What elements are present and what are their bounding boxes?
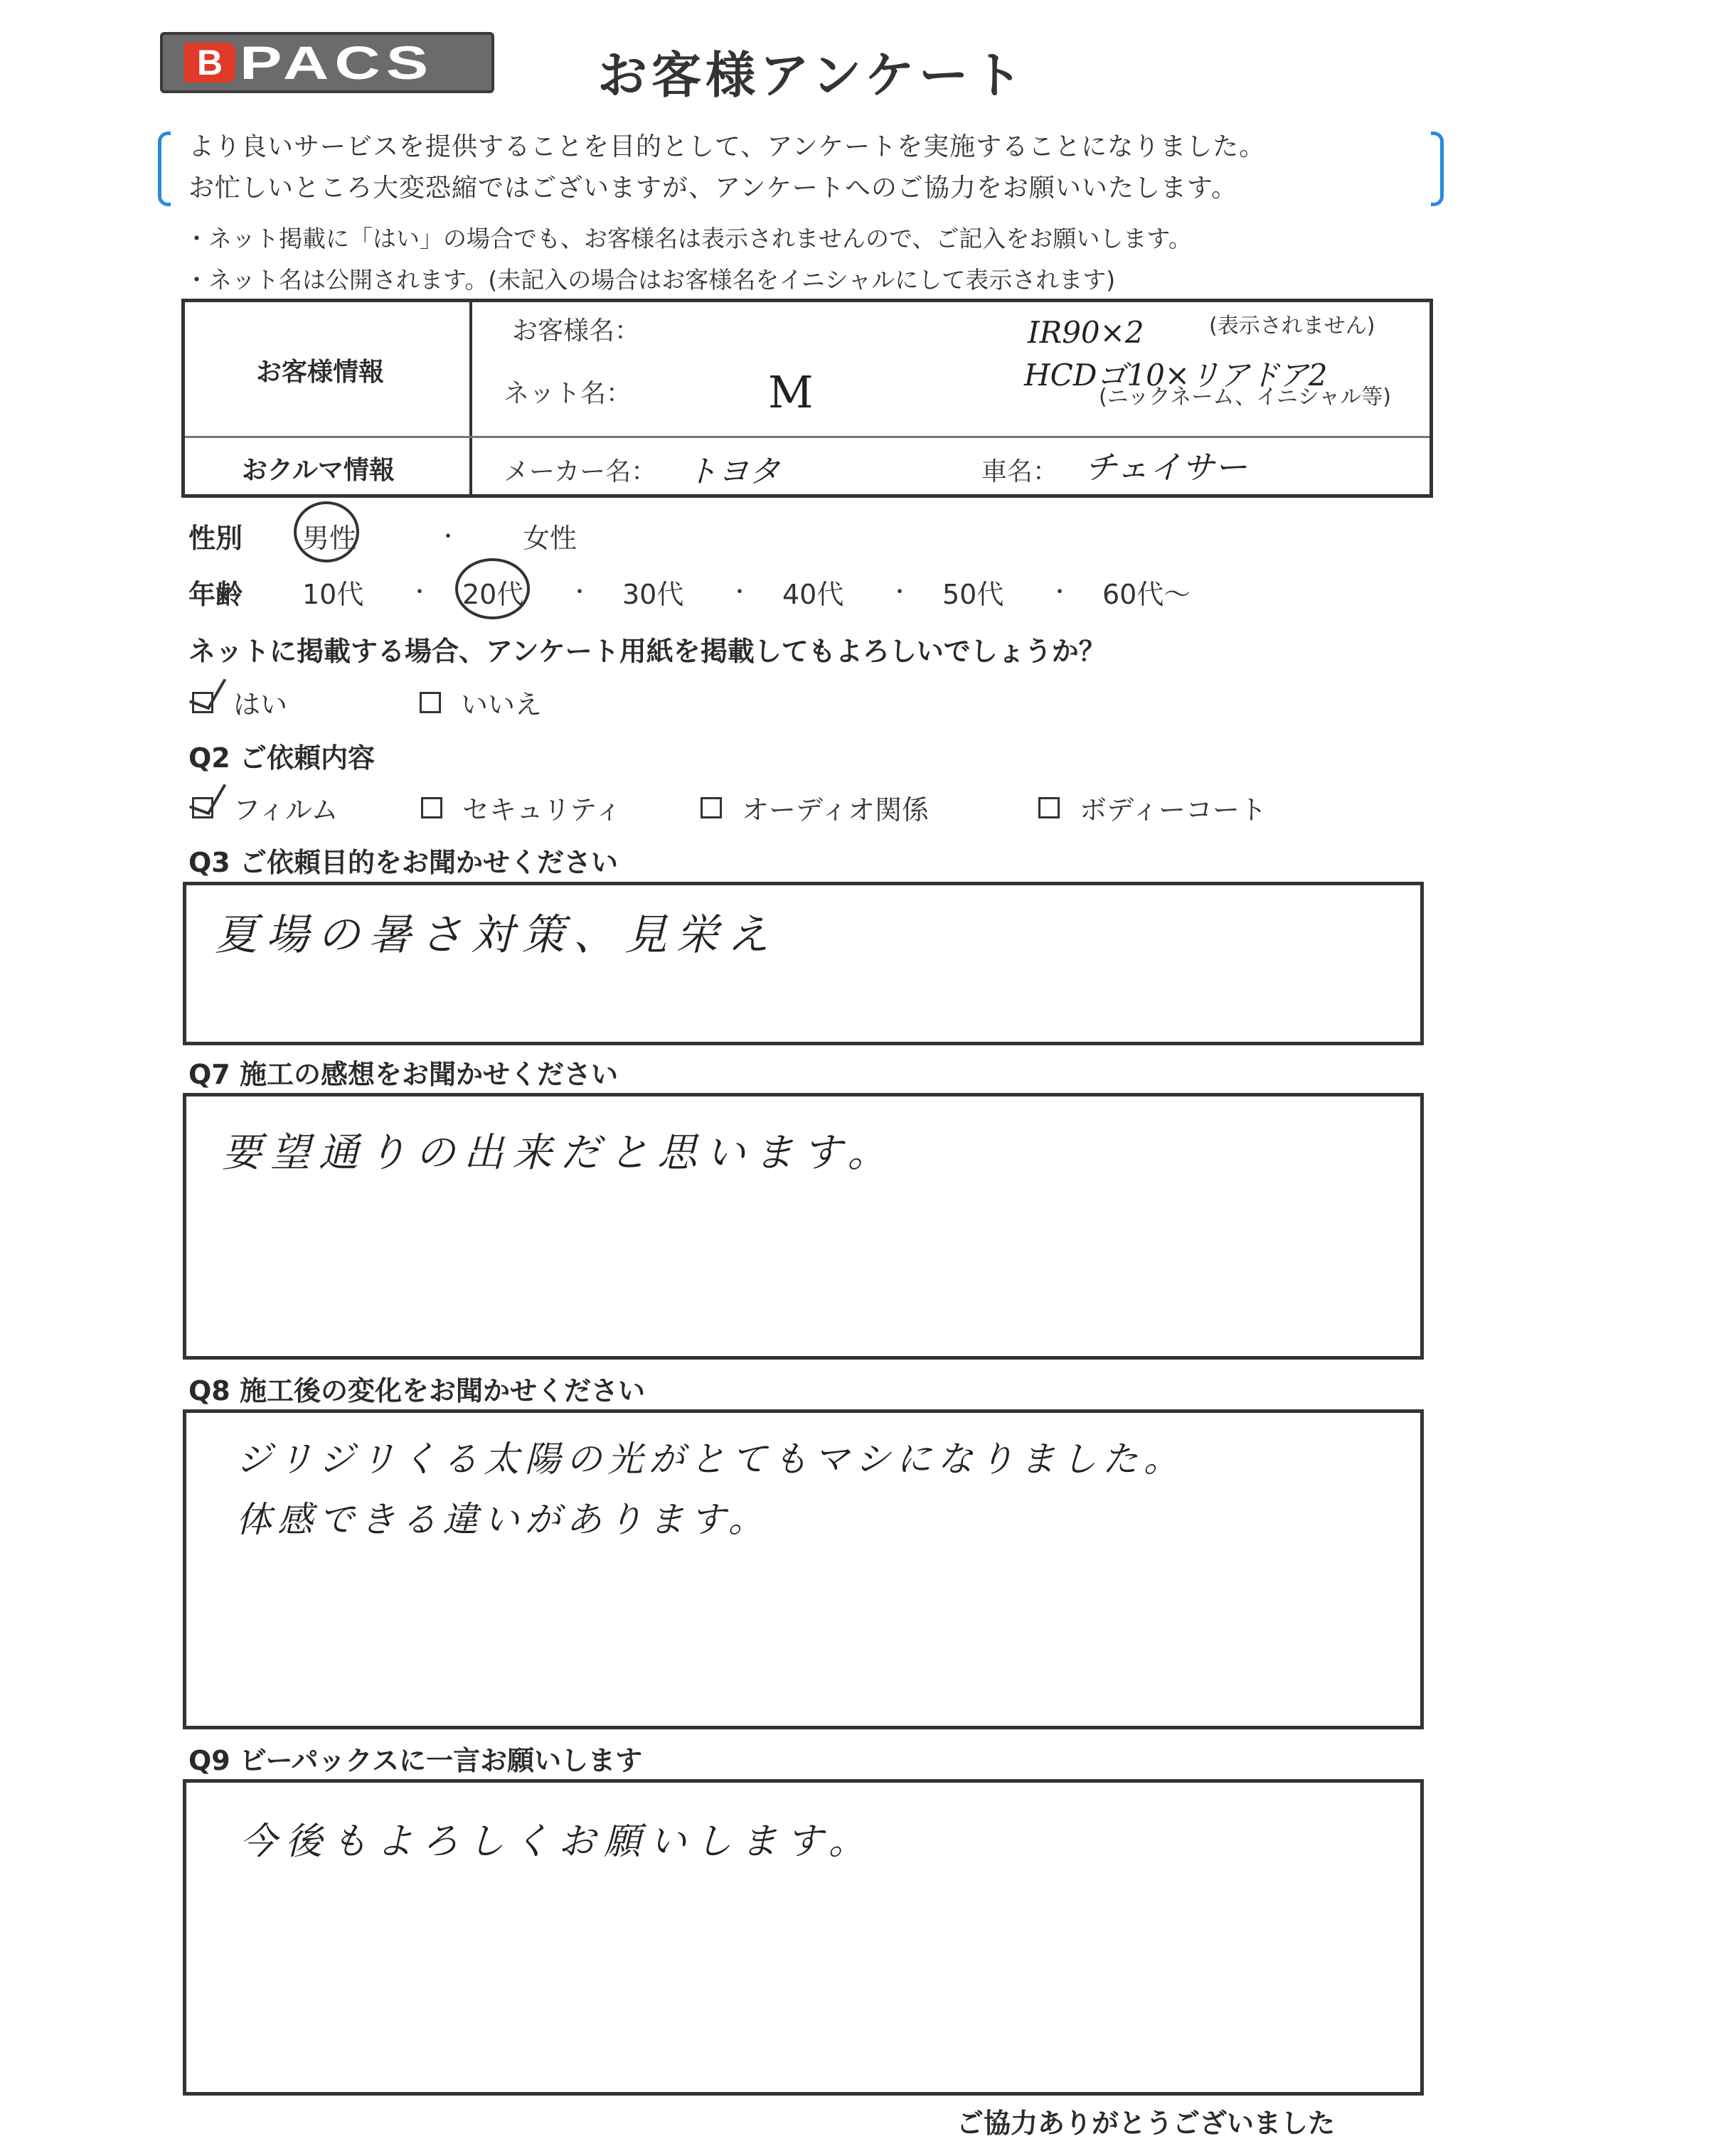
age-option-10s[interactable]: 10代 <box>302 579 364 610</box>
checkbox-empty-icon[interactable] <box>1038 797 1060 818</box>
logo-text: PACS <box>240 36 435 89</box>
table-divider-vertical <box>469 302 472 494</box>
age-separator: ・ <box>409 580 430 605</box>
right-bracket <box>1431 132 1444 206</box>
age-option-30s[interactable]: 30代 <box>622 579 684 610</box>
intro-line-1: より良いサービスを提供することを目的として、アンケートを実施することになりました。 <box>188 132 1266 161</box>
q3-answer: 夏場の暑さ対策、見栄え <box>215 910 778 960</box>
maker-value[interactable]: トヨタ <box>686 454 780 490</box>
net-name-note: (ニックネーム、イニシャル等) <box>1099 385 1392 410</box>
gender-option-male[interactable]: 男性 <box>302 523 357 554</box>
q2-option-security-label: セキュリティ <box>462 794 622 826</box>
q9-answer-box[interactable] <box>183 1779 1424 2096</box>
selected-circle-20s <box>455 558 530 619</box>
q2-option-film[interactable] <box>192 788 338 827</box>
gender-label: 性別 <box>188 523 243 554</box>
q2-option-film-label: フィルム <box>233 794 339 826</box>
publish-option-yes-label: はい <box>233 689 288 720</box>
note-2: ・ネット名は公開されます。(未記入の場合はお客様名をイニシャルにして表示されます) <box>185 266 1116 294</box>
net-name-label: ネット名： <box>504 379 632 408</box>
gender-option-female[interactable]: 女性 <box>523 523 577 554</box>
q7-answer: 要望通りの出来だと思います。 <box>222 1130 896 1176</box>
handwritten-note-line-1: IR90×2 <box>1028 315 1144 350</box>
checkbox-checked-icon[interactable] <box>192 692 213 713</box>
selected-circle-male <box>294 501 359 562</box>
q7-label: Q7 施工の感想をお聞かせください <box>188 1059 618 1090</box>
table-divider-horizontal <box>185 436 1430 438</box>
age-option-40s[interactable]: 40代 <box>782 579 844 610</box>
q2-option-audio[interactable] <box>701 788 929 827</box>
checkbox-empty-icon[interactable] <box>421 797 442 818</box>
q2-option-audio-label: オーディオ関係 <box>742 794 929 826</box>
customer-info-table <box>181 299 1433 498</box>
bpacs-logo <box>160 32 494 93</box>
q2-option-body-coat-label: ボディーコート <box>1080 794 1267 826</box>
q9-label: Q9 ビーパックスに一言お願いします <box>188 1745 643 1776</box>
checkbox-empty-icon[interactable] <box>420 692 441 713</box>
publish-question: ネットに掲載する場合、アンケート用紙を掲載してもよろしいでしょうか？ <box>188 636 1106 667</box>
handwritten-note-line-2: HCDゴ10×リアドア2 <box>1024 358 1328 393</box>
customer-name-label: お客様名： <box>512 316 641 346</box>
publish-option-no-label: いいえ <box>461 689 543 720</box>
logo-letter-b: B <box>184 43 235 82</box>
q3-answer-box[interactable] <box>183 882 1424 1045</box>
car-name-value[interactable]: チェイサー <box>1085 448 1247 486</box>
checkbox-empty-icon[interactable] <box>701 797 722 818</box>
age-option-50s[interactable]: 50代 <box>942 579 1004 610</box>
q8-answer-line-1: ジリジリくる太陽の光がとてもマシになりました。 <box>236 1439 1185 1480</box>
q2-option-body-coat[interactable] <box>1038 788 1267 827</box>
q8-answer-box[interactable] <box>183 1409 1424 1729</box>
left-bracket <box>158 132 171 206</box>
car-name-label: 車名： <box>981 457 1059 486</box>
age-option-20s[interactable]: 20代 <box>462 579 524 610</box>
customer-name-note: (表示されません) <box>1209 314 1375 338</box>
q7-answer-box[interactable] <box>183 1093 1424 1360</box>
q2-label: Q2 ご依頼内容 <box>188 742 375 774</box>
gender-separator: ・ <box>437 525 459 550</box>
publish-option-no[interactable] <box>420 683 542 722</box>
maker-label: メーカー名： <box>504 457 657 486</box>
page-title: お客様アンケート <box>597 46 1027 105</box>
q8-label: Q8 施工後の変化をお聞かせください <box>188 1375 645 1407</box>
q9-answer: 今後もよろしくお願いします。 <box>240 1820 874 1863</box>
intro-line-2: お忙しいところ大変恐縮ではございますが、アンケートへのご協力をお願いいたします。 <box>188 174 1237 203</box>
note-1: ・ネット掲載に「はい」の場合でも、お客様名は表示されませんので、ご記入をお願いします。 <box>185 225 1192 252</box>
age-option-60s-plus[interactable]: 60代～ <box>1102 579 1191 610</box>
age-separator: ・ <box>1049 580 1070 605</box>
q2-option-security[interactable] <box>421 788 622 827</box>
q3-label: Q3 ご依頼目的をお聞かせください <box>188 847 618 878</box>
age-separator: ・ <box>729 580 750 605</box>
net-name-value[interactable]: M <box>768 366 814 418</box>
thank-you-message: ご協力ありがとうございました <box>957 2108 1336 2139</box>
age-separator: ・ <box>569 580 590 605</box>
customer-info-heading: お客様情報 <box>256 358 385 387</box>
age-separator: ・ <box>889 580 910 605</box>
age-label: 年齢 <box>188 579 243 610</box>
checkbox-checked-icon[interactable] <box>192 797 213 818</box>
q8-answer-line-2: 体感できる違いがあります。 <box>236 1499 770 1540</box>
car-info-heading: おクルマ情報 <box>242 456 395 485</box>
publish-option-yes[interactable] <box>192 683 287 722</box>
